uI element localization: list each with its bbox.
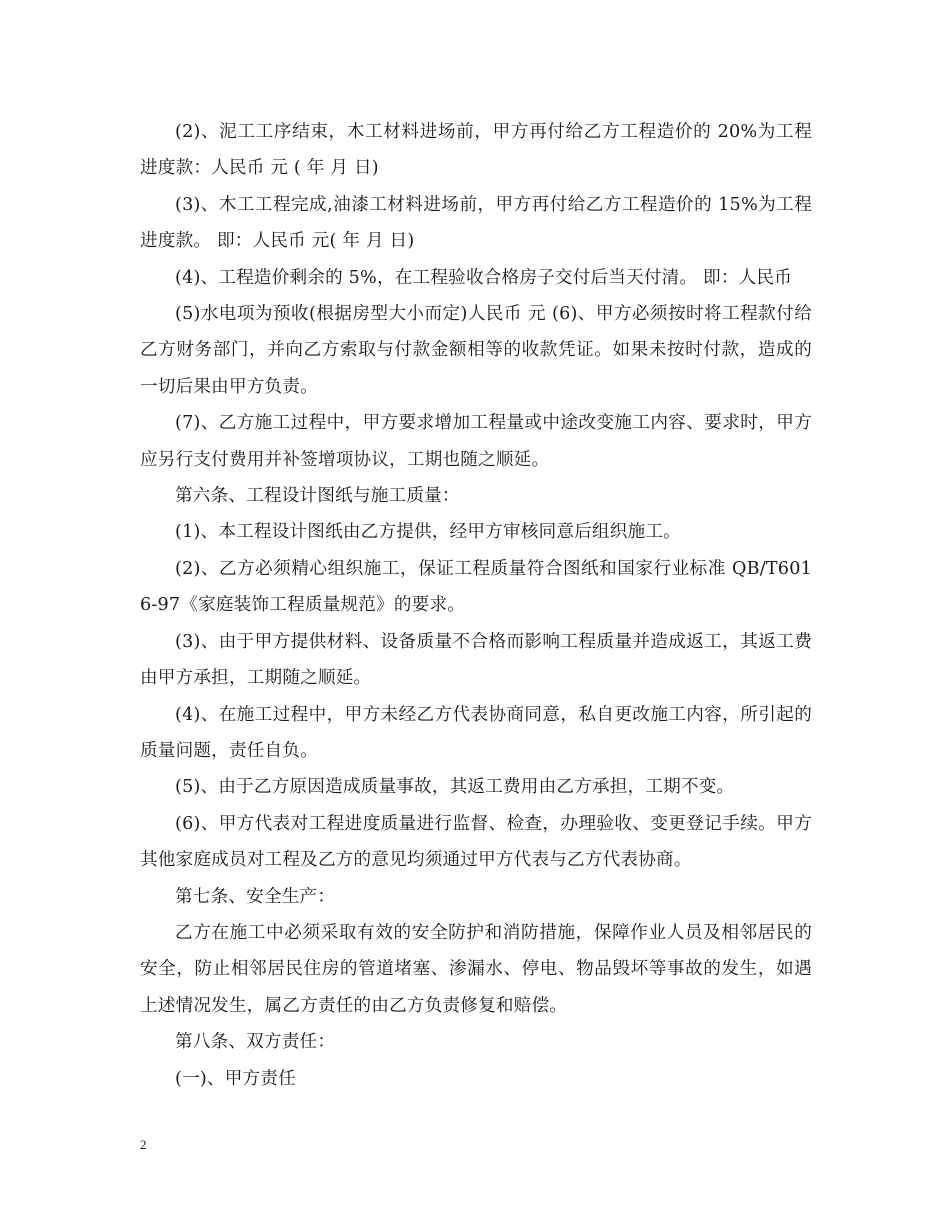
paragraph-payment-3: (3)、木工工程完成,油漆工材料进场前，甲方再付给乙方工程造价的 15%为工程进度款。 即：人民币 元( 年 月 日): [140, 194, 812, 252]
paragraph-party-a-heading: (一)、甲方责任: [175, 1068, 296, 1089]
paragraph-quality-6: (6)、甲方代表对工程进度质量进行监督、检查，办理验收、变更登记手续。甲方其他家庭成员对工程及乙方的意见均须通过甲方代表与乙方代表协商。: [140, 813, 812, 871]
paragraph-payment-5-6: (5)水电项为预收(根据房型大小而定)人民币 元 (6)、甲方必须按时将工程款付给乙方财务部门，并向乙方索取与付款金额相等的收款凭证。如果未按时付款，造成的一切后果由甲方负责。: [140, 304, 812, 397]
article-8-heading: 第八条、双方责任：: [175, 1032, 336, 1053]
paragraph-payment-7: (7)、乙方施工过程中，甲方要求增加工程量或中途改变施工内容、要求时，甲方应另行支付费用并补签增项协议，工期也随之顺延。: [140, 413, 812, 470]
paragraph-payment-4: (4)、工程造价剩余的 5%，在工程验收合格房子交付后当天付清。 即：人民币: [175, 267, 793, 288]
paragraph-quality-3: (3)、由于甲方提供材料、设备质量不合格而影响工程质量并造成返工，其返工费由甲方承担，工期随之顺延。: [140, 631, 812, 689]
paragraph-safety: 乙方在施工中必须采取有效的安全防护和消防措施，保障作业人员及相邻居民的安全，防止相邻居民住房的管道堵塞、渗漏水、停电、物品毁坏等事故的发生，如遇上述情况发生，属乙方责任的由乙方负责修复和赔偿。: [140, 922, 812, 1016]
paragraph-quality-1: (1)、本工程设计图纸由乙方提供，经甲方审核同意后组织施工。: [175, 522, 681, 543]
paragraph-quality-4: (4)、在施工过程中，甲方未经乙方代表协商同意，私自更改施工内容，所引起的质量问题，责任自负。: [140, 704, 812, 761]
article-6-heading: 第六条、工程设计图纸与施工质量：: [175, 486, 460, 507]
paragraph-quality-2: (2)、乙方必须精心组织施工，保证工程质量符合图纸和国家行业标准 QB/T6016-97《家庭装饰工程质量规范》的要求。: [140, 558, 812, 616]
paragraph-payment-2: (2)、泥工工序结束，木工材料进场前，甲方再付给乙方工程造价的 20%为工程进度款：人民币 元 ( 年 月 日): [140, 122, 812, 179]
paragraph-quality-5: (5)、由于乙方原因造成质量事故，其返工费用由乙方承担，工期不变。: [175, 777, 735, 798]
page-number: 2: [140, 1137, 147, 1152]
document-body: [140, 114, 812, 1097]
article-7-heading: 第七条、安全生产：: [175, 886, 336, 907]
